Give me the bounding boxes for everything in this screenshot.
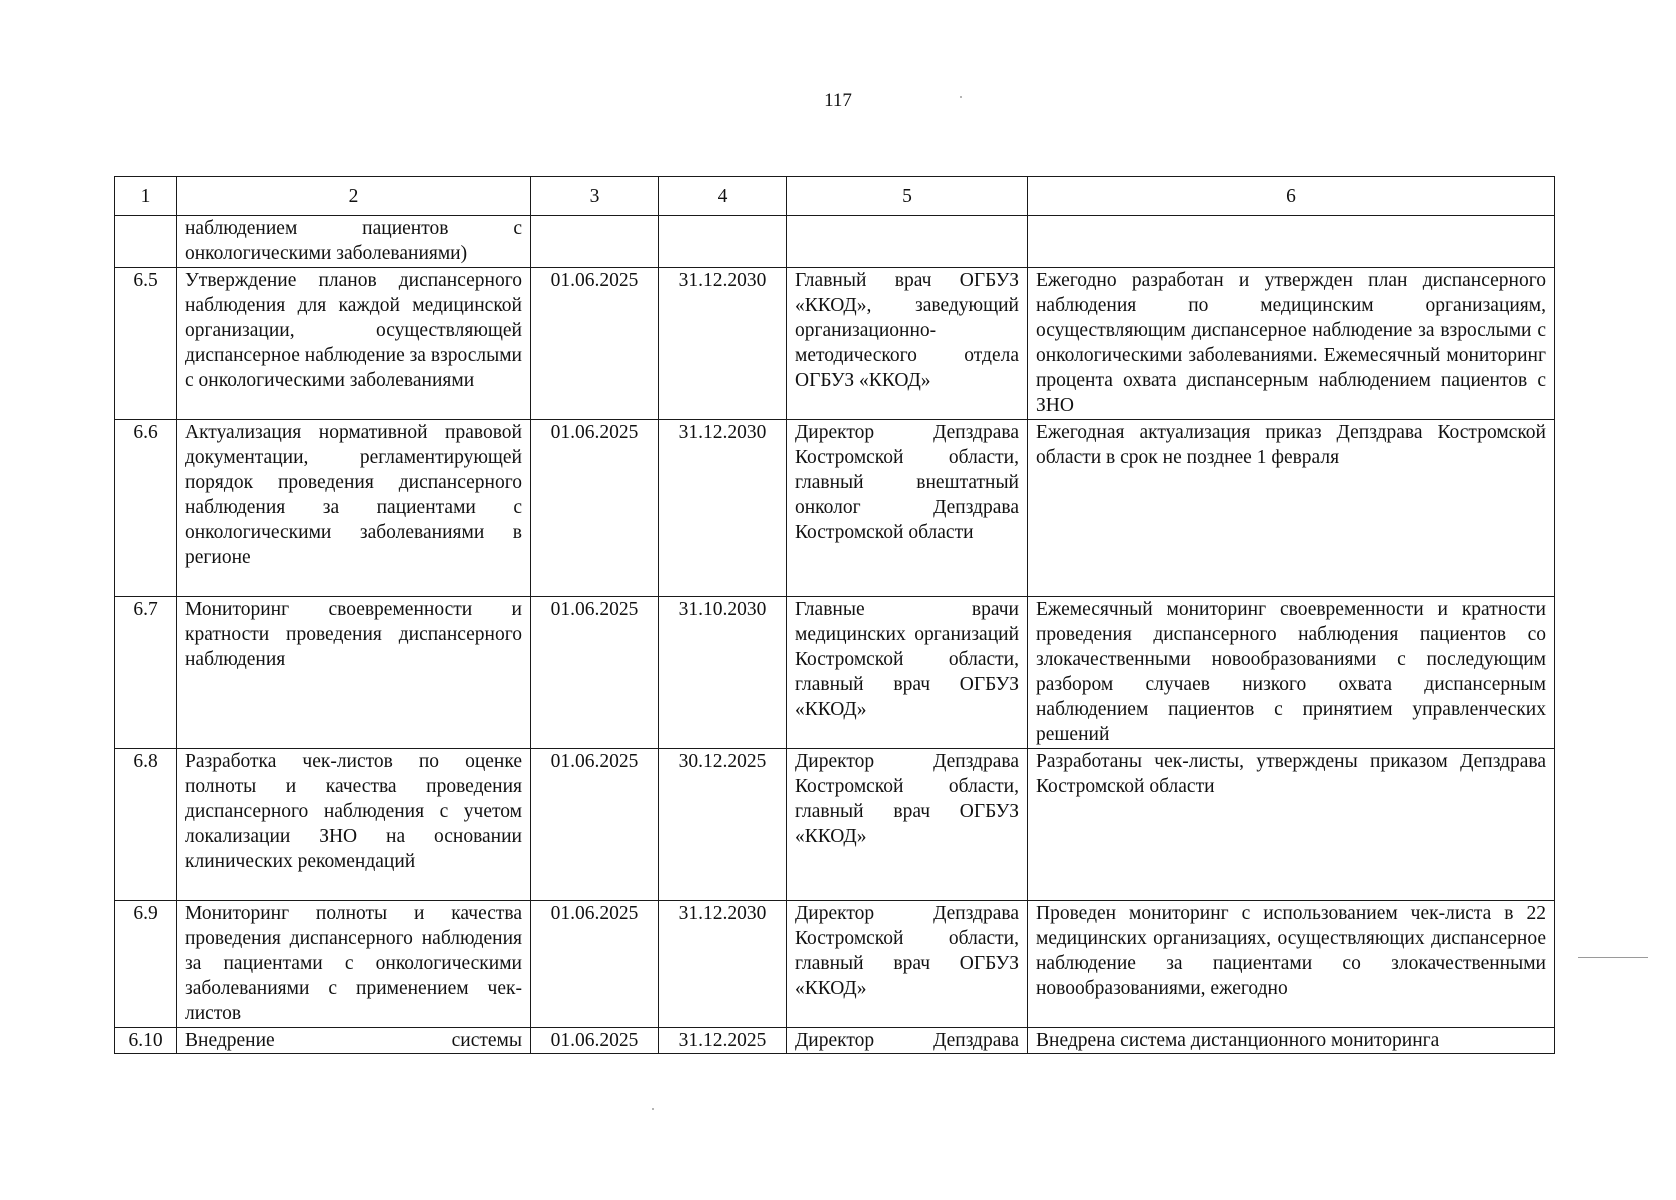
responsible-cell: Главный врач ОГБУЗ «ККОД», заведующий организационно-методического отдела ОГБУЗ «ККОД» bbox=[787, 268, 1028, 420]
result-cell: Проведен мониторинг с использованием чек-листа в 22 медицинских организациях, осуществляющих диспансерное наблюдение за пациентами со злокачественными новообразованиями, ежегодно bbox=[1028, 901, 1555, 1028]
row-number-cell: 6.10 bbox=[115, 1028, 177, 1054]
start-date-cell: 01.06.2025 bbox=[531, 597, 659, 749]
start-date-cell: 01.06.2025 bbox=[531, 1028, 659, 1054]
end-date-cell: 30.12.2025 bbox=[659, 749, 787, 901]
responsible-cell: Директор Депздрава Костромской области, главный врач ОГБУЗ «ККОД» bbox=[787, 901, 1028, 1028]
table-row bbox=[115, 901, 1555, 1028]
start-date-cell: 01.06.2025 bbox=[531, 420, 659, 597]
activity-cell: Мониторинг своевременности и кратности проведения диспансерного наблюдения bbox=[177, 597, 531, 749]
activity-cell: Мониторинг полноты и качества проведения диспансерного наблюдения за пациентами с онкологическими заболеваниями с применением чек-листов bbox=[177, 901, 531, 1028]
column-header: 6 bbox=[1028, 177, 1555, 216]
column-header: 1 bbox=[115, 177, 177, 216]
end-date-cell: 31.12.2030 bbox=[659, 268, 787, 420]
scan-speck bbox=[960, 96, 962, 98]
activity-cell: Утверждение планов диспансерного наблюдения для каждой медицинской организации, осуществляющей диспансерное наблюдение за взрослыми с онкологическими заболеваниями bbox=[177, 268, 531, 420]
result-cell bbox=[1028, 216, 1555, 268]
start-date-cell: 01.06.2025 bbox=[531, 901, 659, 1028]
result-cell: Внедрена система дистанционного мониторинга bbox=[1028, 1028, 1555, 1054]
row-number-cell: 6.8 bbox=[115, 749, 177, 901]
result-cell: Ежегодная актуализация приказ Депздрава Костромской области в срок не позднее 1 февраля bbox=[1028, 420, 1555, 597]
result-cell: Ежемесячный мониторинг своевременности и кратности проведения диспансерного наблюдения пациентов со злокачественными новообразованиями с последующим разбором случаев низкого охвата диспансерным наблюдением пациентов с принятием управленческих решений bbox=[1028, 597, 1555, 749]
end-date-cell: 31.12.2025 bbox=[659, 1028, 787, 1054]
start-date-cell: 01.06.2025 bbox=[531, 749, 659, 901]
start-date-cell bbox=[531, 216, 659, 268]
end-date-cell bbox=[659, 216, 787, 268]
responsible-cell: Главные врачи медицинских организаций Костромской области, главный врач ОГБУЗ «ККОД» bbox=[787, 597, 1028, 749]
activity-cell: наблюдением пациентов с онкологическими заболеваниями) bbox=[177, 216, 531, 268]
table-row bbox=[115, 1028, 1555, 1054]
table-row bbox=[115, 268, 1555, 420]
result-cell: Разработаны чек-листы, утверждены приказом Депздрава Костромской области bbox=[1028, 749, 1555, 901]
scan-margin-mark bbox=[1578, 957, 1648, 958]
activity-cell: Разработка чек-листов по оценке полноты и качества проведения диспансерного наблюдения с учетом локализации ЗНО на основании клинических рекомендаций bbox=[177, 749, 531, 901]
table-row bbox=[115, 420, 1555, 597]
responsible-cell: Директор Депздрава Костромской области, главный врач ОГБУЗ «ККОД» bbox=[787, 749, 1028, 901]
activities-table bbox=[114, 176, 1555, 1054]
row-number-cell: 6.6 bbox=[115, 420, 177, 597]
table-row bbox=[115, 749, 1555, 901]
column-header: 2 bbox=[177, 177, 531, 216]
row-number-cell: 6.7 bbox=[115, 597, 177, 749]
responsible-cell bbox=[787, 216, 1028, 268]
activity-cell: Внедрение системы bbox=[177, 1028, 531, 1054]
start-date-cell: 01.06.2025 bbox=[531, 268, 659, 420]
column-header: 5 bbox=[787, 177, 1028, 216]
column-header: 4 bbox=[659, 177, 787, 216]
row-number-cell: 6.5 bbox=[115, 268, 177, 420]
responsible-cell: Директор Депздрава bbox=[787, 1028, 1028, 1054]
column-header: 3 bbox=[531, 177, 659, 216]
scan-speck bbox=[652, 1108, 654, 1110]
table-header-row bbox=[115, 177, 1555, 216]
end-date-cell: 31.10.2030 bbox=[659, 597, 787, 749]
responsible-cell: Директор Депздрава Костромской области, главный внештатный онколог Депздрава Костромской области bbox=[787, 420, 1028, 597]
row-number-cell bbox=[115, 216, 177, 268]
end-date-cell: 31.12.2030 bbox=[659, 901, 787, 1028]
row-number-cell: 6.9 bbox=[115, 901, 177, 1028]
end-date-cell: 31.12.2030 bbox=[659, 420, 787, 597]
page-number: 117 bbox=[824, 90, 852, 111]
activity-cell: Актуализация нормативной правовой документации, регламентирующей порядок проведения диспансерного наблюдения за пациентами с онкологическими заболеваниями в регионе bbox=[177, 420, 531, 597]
table-row bbox=[115, 597, 1555, 749]
table-row bbox=[115, 216, 1555, 268]
result-cell: Ежегодно разработан и утвержден план диспансерного наблюдения по медицинским организациям, осуществляющим диспансерное наблюдение за взрослыми с онкологическими заболеваниями. Ежемесячный мониторинг процента охвата диспансерным наблюдением пациентов с ЗНО bbox=[1028, 268, 1555, 420]
